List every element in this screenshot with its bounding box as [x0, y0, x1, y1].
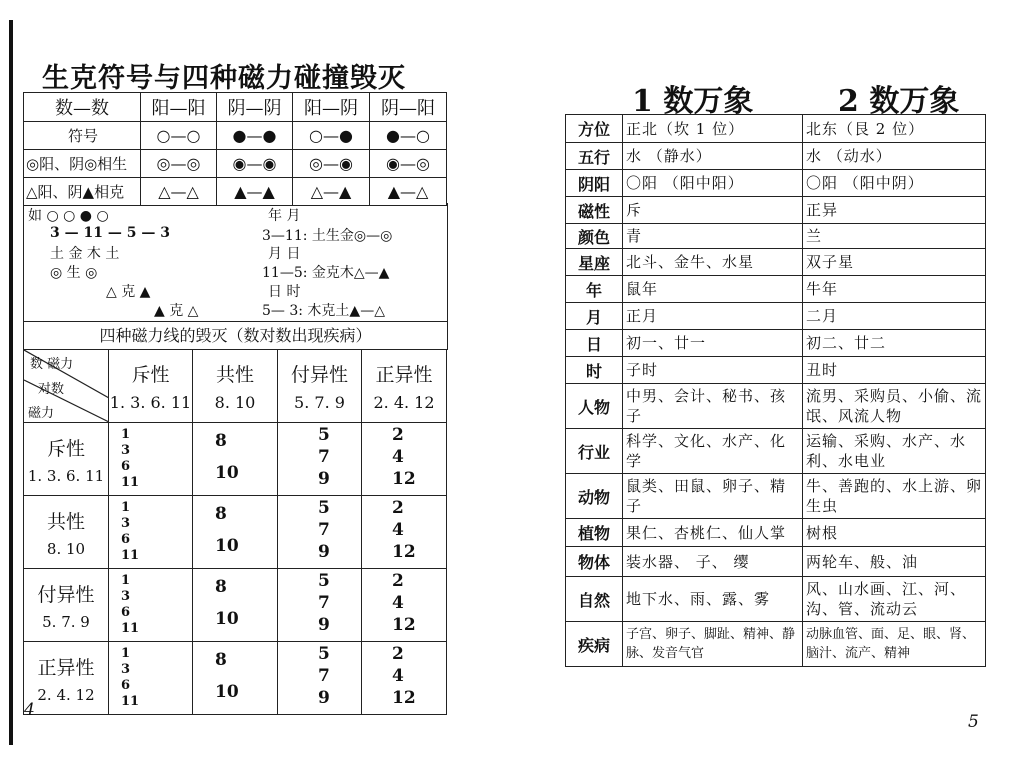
- type-name: 付异性: [37, 583, 95, 606]
- number: 8: [215, 504, 227, 524]
- number: 6: [121, 532, 131, 547]
- number-1-cell: 北斗、金牛、水星: [623, 249, 803, 276]
- number: 10: [215, 463, 239, 483]
- number-2-cell: 运输、采购、水产、水利、水电业: [803, 429, 986, 474]
- row-header: [24, 496, 109, 569]
- header-cell: 阳—阴: [293, 93, 370, 122]
- table-row: [566, 276, 986, 303]
- number-1-cell: 装水器、 子、 缨: [623, 547, 803, 577]
- number: 10: [215, 682, 239, 702]
- number-1-cell: 中男、会计、秘书、孩子: [623, 384, 803, 429]
- number-stack: [109, 642, 192, 714]
- type-numbers: 8. 10: [46, 539, 86, 558]
- type-name: 斥性: [131, 364, 170, 386]
- number-stack: [109, 496, 192, 568]
- number: 7: [318, 666, 330, 686]
- number: 1: [121, 500, 131, 515]
- number-1-cell: 斥: [623, 197, 803, 224]
- number: 2: [392, 571, 404, 591]
- example-text: 年 月: [268, 208, 301, 224]
- row-header: [24, 642, 109, 715]
- number-stack: [109, 423, 192, 495]
- row-label: 年: [566, 276, 623, 303]
- number-1-cell: 正月: [623, 303, 803, 330]
- number-stack: [193, 569, 277, 641]
- number: 6: [121, 678, 131, 693]
- number-stack: [109, 569, 192, 641]
- type-numbers: 5. 7. 9: [42, 612, 90, 631]
- number: 2: [392, 644, 404, 664]
- number: 11: [121, 694, 140, 709]
- number-cell: [193, 496, 278, 569]
- type-numbers: 2. 4. 12: [373, 393, 435, 412]
- example-text: ▲ 克 △: [154, 303, 199, 319]
- sheng-row: [24, 150, 447, 178]
- example-text: 3—11: 土生金◎—◎: [262, 228, 393, 244]
- type-numbers: 8. 10: [214, 393, 256, 412]
- number-2-cell: 丑时: [803, 357, 986, 384]
- number: 12: [392, 688, 416, 708]
- number-cell: [278, 423, 362, 496]
- diag-label-mid: 对数: [38, 382, 65, 397]
- number-2-cell: 流男、采购员、小偷、流氓、风流人物: [803, 384, 986, 429]
- diagonal-header-cell: [24, 350, 109, 423]
- number-stack: [278, 569, 361, 641]
- number-cell: [362, 642, 447, 715]
- number-2-cell: 树根: [803, 519, 986, 547]
- column-title-2: 2 数万象: [838, 84, 960, 119]
- number: 9: [318, 688, 330, 708]
- symbol-cell: ▲—△: [370, 178, 447, 206]
- row-label: 时: [566, 357, 623, 384]
- number-1-cell: 正北（坎 1 位）: [623, 115, 803, 143]
- row-label: 动物: [566, 474, 623, 519]
- number: 2: [392, 498, 404, 518]
- number-stack: [193, 496, 277, 568]
- number-1-cell: 青: [623, 224, 803, 249]
- example-text: △ 克 ▲: [106, 284, 151, 300]
- page-number-left: 4: [24, 700, 35, 720]
- column-header: [278, 350, 362, 423]
- number: 7: [318, 447, 330, 467]
- number: 10: [215, 536, 239, 556]
- number-stack: [193, 642, 277, 714]
- symbol-cell: ●—○: [370, 122, 447, 150]
- number: 3: [121, 589, 131, 604]
- number: 1: [121, 427, 131, 442]
- number-cell: [362, 569, 447, 642]
- number-2-cell: 正异: [803, 197, 986, 224]
- number: 5: [318, 571, 330, 591]
- diag-label-top: 数 磁力: [30, 357, 74, 372]
- magnetic-row: [24, 569, 447, 642]
- symbol-cell: ▲—▲: [217, 178, 293, 206]
- table-row: [566, 547, 986, 577]
- magnetic-row: [24, 423, 447, 496]
- number: 9: [318, 469, 330, 489]
- row-label: 疾病: [566, 622, 623, 667]
- row-label: 自然: [566, 577, 623, 622]
- row-label: 颜色: [566, 224, 623, 249]
- number: 8: [215, 431, 227, 451]
- type-numbers: 5. 7. 9: [294, 393, 345, 412]
- table-row: [566, 384, 986, 429]
- number-2-cell: 风、山水画、江、河、沟、管、流动云: [803, 577, 986, 622]
- row-label: 符号: [24, 122, 141, 150]
- number-2-cell: 兰: [803, 224, 986, 249]
- number-2-cell: 牛、善跑的、水上游、卵生虫: [803, 474, 986, 519]
- number-1-cell: 果仁、杏桃仁、仙人掌: [623, 519, 803, 547]
- symbol-cell: ◎—◉: [293, 150, 370, 178]
- header-cell: 数—数: [24, 93, 141, 122]
- number-1-cell: 水 （静水）: [623, 143, 803, 170]
- number: 4: [392, 666, 404, 686]
- symbol-cell: ◎—◎: [141, 150, 217, 178]
- number: 8: [215, 577, 227, 597]
- symbol-cell: ○—●: [293, 122, 370, 150]
- number-stack: [362, 642, 446, 714]
- number-2-cell: 二月: [803, 303, 986, 330]
- number: 8: [215, 650, 227, 670]
- number-1-cell: 科学、文化、水产、化学: [623, 429, 803, 474]
- number-2-cell: 动脉血管、面、足、眼、肾、脑汁、流产、精神: [803, 622, 986, 667]
- number: 6: [121, 605, 131, 620]
- type-name: 正异性: [375, 364, 433, 386]
- table-row: [566, 170, 986, 197]
- magnetic-row: [24, 496, 447, 569]
- number: 1: [121, 646, 131, 661]
- table-row: [566, 330, 986, 357]
- row-header: [24, 423, 109, 496]
- number-cell: [278, 569, 362, 642]
- binding-edge: [9, 20, 13, 745]
- type-numbers: 2. 4. 12: [37, 685, 95, 704]
- symbol-cell: △—△: [141, 178, 217, 206]
- correspondence-body: [566, 115, 986, 667]
- number-cell: [109, 642, 193, 715]
- row-label: △阳、阴▲相克: [24, 178, 141, 206]
- page-number-right: 5: [968, 712, 979, 732]
- number: 3: [121, 516, 131, 531]
- symbol-cell: ◉—◎: [370, 150, 447, 178]
- table-row: [566, 224, 986, 249]
- magnetic-table: [23, 349, 447, 715]
- number-cell: [193, 423, 278, 496]
- table-row: [566, 519, 986, 547]
- example-text: 如 ○ ○ ● ○: [28, 208, 109, 224]
- number-2-cell: 双子星: [803, 249, 986, 276]
- table-row: [566, 474, 986, 519]
- row-label: 植物: [566, 519, 623, 547]
- row-label: 行业: [566, 429, 623, 474]
- row-label: 方位: [566, 115, 623, 143]
- column-header: [362, 350, 447, 423]
- row-header: [24, 569, 109, 642]
- number-1-cell: 〇阳 （阳中阳）: [623, 170, 803, 197]
- example-text: 土 金 木 土: [50, 246, 120, 262]
- number: 5: [318, 644, 330, 664]
- row-label: 五行: [566, 143, 623, 170]
- number-1-cell: 鼠年: [623, 276, 803, 303]
- example-text: 3 — 11 — 5 — 3: [50, 225, 170, 241]
- table-row: [566, 115, 986, 143]
- number: 6: [121, 459, 131, 474]
- number: 3: [121, 662, 131, 677]
- example-text: 日 时: [268, 284, 301, 300]
- header-cell: 阳—阳: [141, 93, 217, 122]
- symbol-table: [23, 92, 447, 206]
- type-name: 斥性: [46, 437, 85, 460]
- example-text: ◎ 生 ◎: [50, 265, 98, 281]
- type-numbers: 1. 3. 6. 11: [27, 466, 105, 485]
- number: 7: [318, 520, 330, 540]
- type-name: 付异性: [290, 364, 348, 386]
- number-2-cell: 北东（艮 2 位）: [803, 115, 986, 143]
- number-cell: [109, 569, 193, 642]
- header-cell: 阴—阳: [370, 93, 447, 122]
- type-name: 正异性: [37, 656, 95, 679]
- number-stack: [362, 569, 446, 641]
- number-2-cell: 〇阳 （阳中阴）: [803, 170, 986, 197]
- symbol-cell: ●—●: [217, 122, 293, 150]
- number-2-cell: 水 （动水）: [803, 143, 986, 170]
- number-cell: [362, 423, 447, 496]
- diag-label-bottom: 磁力: [28, 406, 55, 421]
- row-label: ◎阳、阴◎相生: [24, 150, 141, 178]
- number: 12: [392, 542, 416, 562]
- symbol-cell: △—▲: [293, 178, 370, 206]
- number-stack: [362, 423, 446, 495]
- number-cell: [278, 496, 362, 569]
- table-row: [566, 622, 986, 667]
- example-block: [23, 203, 448, 321]
- number: 4: [392, 520, 404, 540]
- left-page-title: 生克符号与四种磁力碰撞毁灭: [42, 63, 406, 94]
- ke-row: [24, 178, 447, 206]
- number-cell: [109, 496, 193, 569]
- row-label: 日: [566, 330, 623, 357]
- symbol-table-header: [24, 93, 447, 122]
- number: 10: [215, 609, 239, 629]
- type-name: 共性: [46, 510, 85, 533]
- number-stack: [193, 423, 277, 495]
- magnetic-header-row: [24, 350, 447, 423]
- table-row: [566, 357, 986, 384]
- row-label: 星座: [566, 249, 623, 276]
- table-row: [566, 143, 986, 170]
- number: 9: [318, 615, 330, 635]
- number-cell: [193, 642, 278, 715]
- number-2-cell: 两轮车、般、油: [803, 547, 986, 577]
- column-title-1: 1 数万象: [632, 84, 754, 119]
- number: 7: [318, 593, 330, 613]
- table-row: [566, 197, 986, 224]
- number-stack: [278, 642, 361, 714]
- example-text: 月 日: [268, 246, 301, 262]
- header-cell: 阴—阴: [217, 93, 293, 122]
- row-label: 人物: [566, 384, 623, 429]
- number: 5: [318, 425, 330, 445]
- number: 11: [121, 475, 140, 490]
- example-text: 5— 3: 木克土▲—△: [262, 303, 385, 319]
- column-header: [109, 350, 193, 423]
- symbol-row: [24, 122, 447, 150]
- number: 12: [392, 615, 416, 635]
- type-name: 共性: [215, 364, 254, 386]
- number-1-cell: 初一、廿一: [623, 330, 803, 357]
- number: 3: [121, 443, 131, 458]
- number: 12: [392, 469, 416, 489]
- number-cell: [362, 496, 447, 569]
- number: 5: [318, 498, 330, 518]
- table-row: [566, 429, 986, 474]
- row-label: 月: [566, 303, 623, 330]
- number: 1: [121, 573, 131, 588]
- number-stack: [278, 496, 361, 568]
- number: 2: [392, 425, 404, 445]
- number-cell: [278, 642, 362, 715]
- number-1-cell: 地下水、雨、露、雾: [623, 577, 803, 622]
- number-stack: [278, 423, 361, 495]
- number: 11: [121, 621, 140, 636]
- number-1-cell: 子宫、卵子、脚趾、精神、静脉、发音气官: [623, 622, 803, 667]
- number-2-cell: 初二、廿二: [803, 330, 986, 357]
- number: 4: [392, 447, 404, 467]
- number-cell: [109, 423, 193, 496]
- row-label: 磁性: [566, 197, 623, 224]
- number-cell: [193, 569, 278, 642]
- table-row: [566, 577, 986, 622]
- number: 9: [318, 542, 330, 562]
- column-header: [193, 350, 278, 423]
- symbol-cell: ◉—◉: [217, 150, 293, 178]
- example-text: 11—5: 金克木△—▲: [262, 265, 390, 281]
- number: 11: [121, 548, 140, 563]
- number: 4: [392, 593, 404, 613]
- type-numbers: 1. 3. 6. 11: [109, 393, 192, 412]
- table-row: [566, 249, 986, 276]
- number-1-cell: 鼠类、田鼠、卵子、精子: [623, 474, 803, 519]
- number-2-cell: 牛年: [803, 276, 986, 303]
- correspondence-table: [565, 114, 986, 667]
- row-label: 阴阳: [566, 170, 623, 197]
- symbol-cell: ○—○: [141, 122, 217, 150]
- row-label: 物体: [566, 547, 623, 577]
- number-stack: [362, 496, 446, 568]
- section-title: 四种磁力线的毁灭（数对数出现疾病）: [23, 321, 448, 350]
- table-row: [566, 303, 986, 330]
- magnetic-row: [24, 642, 447, 715]
- number-1-cell: 子时: [623, 357, 803, 384]
